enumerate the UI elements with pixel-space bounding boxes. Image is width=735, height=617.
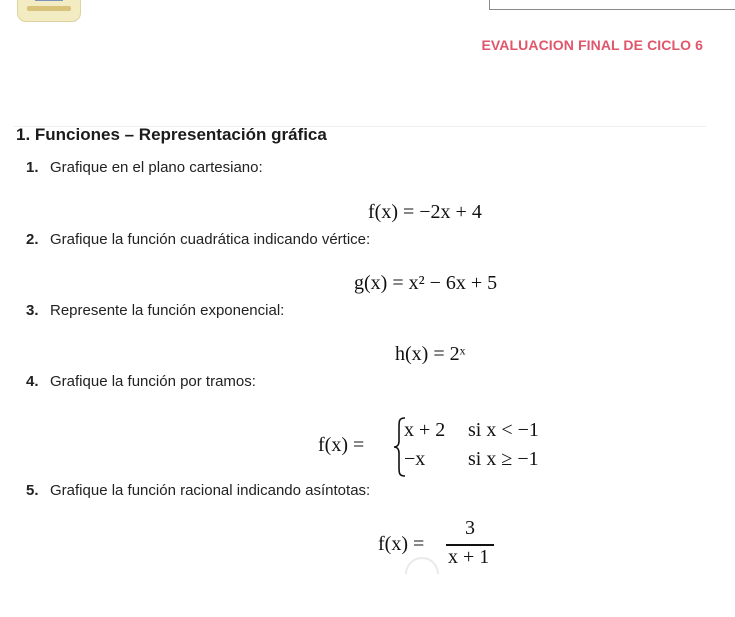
exam-title: EVALUACION FINAL DE CICLO 6 <box>481 37 703 53</box>
question-text: Grafique la función por tramos: <box>50 373 256 390</box>
loading-spinner-icon <box>398 550 446 598</box>
section-title: 1. Funciones – Representación gráfica <box>16 125 327 144</box>
question-number: 3. <box>26 302 39 319</box>
school-logo <box>17 0 81 22</box>
rational-lhs: f(x) = <box>378 533 425 555</box>
formula-text: f(x) = −2x + 4 <box>368 201 482 223</box>
piecewise-case2-expr: −x <box>404 448 426 470</box>
rational-numerator: 3 <box>465 517 475 539</box>
piecewise-lhs: f(x) = <box>318 434 365 456</box>
question-3 <box>26 302 284 319</box>
piecewise-case2-cond: si x ≥ −1 <box>468 448 539 470</box>
formula-quadratic <box>354 272 497 295</box>
formula-text: h(x) = 2ˣ <box>395 343 466 365</box>
formula-piecewise <box>318 417 578 477</box>
piecewise-case1-expr: x + 2 <box>404 419 446 441</box>
logo-ribbon <box>27 6 71 11</box>
question-5 <box>26 482 370 499</box>
question-text: Grafique la función cuadrática indicando vértice: <box>50 231 371 248</box>
question-number: 1. <box>26 159 39 176</box>
question-1 <box>26 159 263 176</box>
question-4 <box>26 373 256 390</box>
formula-linear <box>368 201 482 224</box>
question-number: 2. <box>26 231 39 248</box>
question-number: 4. <box>26 373 39 390</box>
question-text: Grafique la función racional indicando asíntotas: <box>50 482 371 499</box>
question-text: Represente la función exponencial: <box>50 302 285 319</box>
question-number: 5. <box>26 482 39 499</box>
rational-denominator: x + 1 <box>448 546 490 568</box>
formula-exponential <box>395 343 465 366</box>
question-2 <box>26 231 370 248</box>
question-text: Grafique en el plano cartesiano: <box>50 159 263 176</box>
logo-crest <box>35 0 63 1</box>
formula-text: g(x) = x² − 6x + 5 <box>354 272 498 294</box>
piecewise-case1-cond: si x < −1 <box>468 419 539 441</box>
student-name-field[interactable] <box>489 0 735 10</box>
